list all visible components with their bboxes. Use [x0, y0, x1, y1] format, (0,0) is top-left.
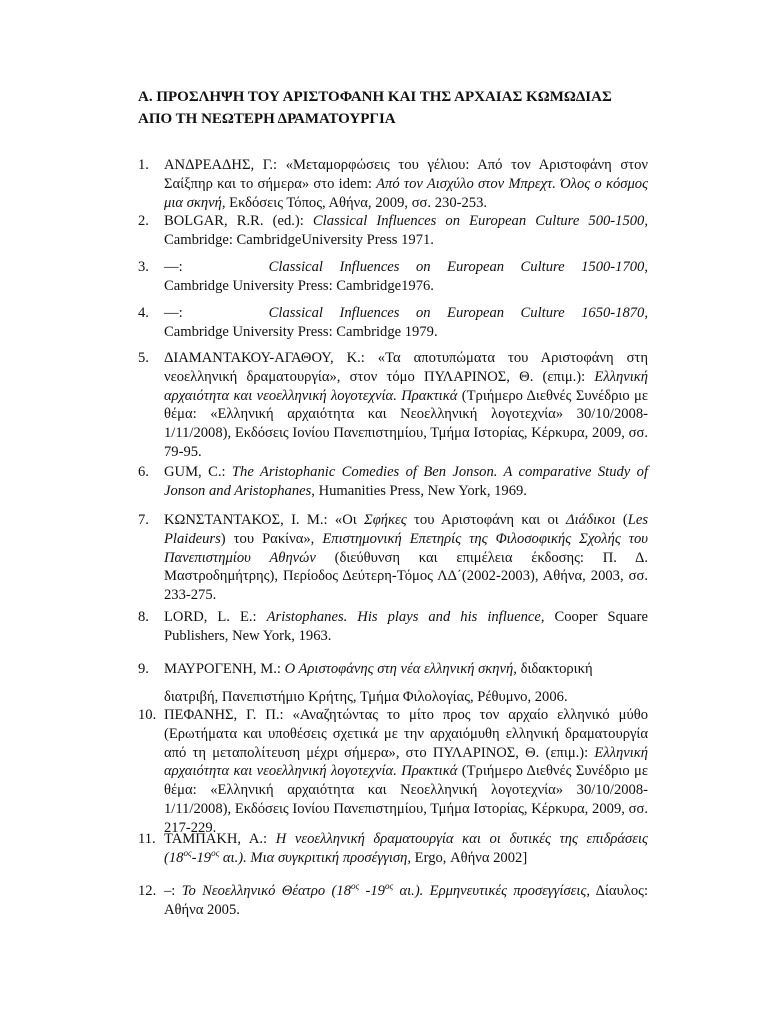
entry-number: 3. — [138, 259, 149, 275]
entry-segment: ) του Ρακίνα», — [220, 530, 323, 547]
entry-text — [164, 830, 648, 868]
entry-italic-segment: Ο Αριστοφάνης στη νέα ελληνική σκηνή — [284, 661, 514, 677]
entry-text — [164, 304, 648, 342]
entry-segment: —: — [164, 305, 183, 321]
entry-segment: —: — [164, 259, 183, 275]
entry-italic-segment: Classical Influences on European Culture 500-1500, — [312, 213, 648, 229]
entry-italic-segment: -19 — [191, 849, 212, 866]
entry-number: 8. — [138, 609, 149, 625]
entry-text — [164, 608, 648, 646]
entry-italic-segment: Classical Influences on European Culture 1500-1700, — [268, 259, 648, 275]
entry-italic-segment: ος — [183, 847, 192, 858]
entry-text — [164, 511, 648, 605]
entry-segment: Ergo, Αθήνα 2002] — [411, 849, 528, 866]
section-heading-line-1: Α. ΠΡΟΣΛΗΨΗ ΤΟΥ ΑΡΙΣΤΟΦΑΝΗ ΚΑΙ ΤΗΣ ΑΡΧΑΙΑΣ ΚΩΜΩΔΙΑΣ — [138, 89, 612, 105]
bibliography-entry — [138, 706, 648, 838]
entry-number: 6. — [138, 464, 149, 480]
entry-italic-segment: Διάδικοι — [566, 512, 616, 528]
entry-text — [164, 660, 648, 679]
entry-italic-segment: ος — [384, 881, 394, 891]
entry-italic-segment: Σφήκες — [364, 512, 407, 528]
entry-italic-segment: Aristophanes. His plays and his influence — [266, 609, 541, 625]
entry-continuation: διατριβή, Πανεπιστήμιο Κρήτης, Τμήμα Φιλολογίας, Ρέθυμνο, 2006. — [164, 688, 568, 705]
entry-italic-segment: αι.). Ερμηνευτικές προσεγγίσεις — [393, 883, 587, 899]
bibliography-entry — [138, 463, 648, 501]
bibliography-entry — [138, 349, 648, 462]
bibliography-entry — [138, 608, 648, 646]
entry-number: 9. — [138, 661, 149, 677]
entry-italic-segment: Classical Influences on European Culture 1650-1870, — [268, 305, 648, 321]
entry-number: 10. — [138, 707, 157, 723]
bibliography-entry — [138, 660, 648, 707]
entry-segment: LORD, L. E.: — [164, 609, 267, 625]
entry-text — [164, 706, 648, 838]
entry-segment: BOLGAR, R.R. (ed.): — [164, 213, 313, 229]
entry-segment: Cambridge University Press: Cambridge1976. — [164, 277, 434, 294]
entry-segment: ΑΝΔΡΕΑΔΗΣ, Γ.: «Μεταμορφώσεις του γέλιου: Από τον Αριστοφάνη στον Σαίξπηρ και το σήμερα» στο idem: — [164, 157, 648, 192]
entry-segment: ΔΙΑΜΑΝΤΑΚΟΥ-ΑΓΑΘΟΥ, Κ.: «Τα αποτυπώματα του Αριστοφάνη στη νεοελληνική δραματουργία», στον τόμο ΠΥΛΑΡΙΝΟΣ, Θ. (επιμ.): — [164, 350, 648, 385]
entry-italic-segment: Η νεοελληνική δραματουργία και οι δυτικές της επιδράσεις (18 — [164, 831, 648, 866]
entry-italic-segment: -19 — [359, 883, 385, 899]
bibliography-entry — [138, 212, 648, 250]
entry-segment: ΚΩΝΣΤΑΝΤΑΚΟΣ, Ι. Μ.: «Οι — [164, 512, 365, 528]
entry-segment: ( — [615, 512, 628, 528]
entry-segment: (Τριήμερο Διεθνές Συνέδριο με θέμα: «Ελληνική αρχαιότητα και Νεοελληνική λογοτεχνία» 30/10/2008-1/11/2008), Εκδόσεις Ιονίου Πανεπιστημίου, Τμήμα Ιστορίας, Κέρκυρα, 2009, σσ. 217-229. — [164, 763, 648, 836]
entry-text — [164, 463, 648, 501]
entry-segment: , Cooper Square Publishers, New York, 1963. — [164, 609, 648, 644]
entry-italic-segment: Les Plaideurs — [164, 512, 649, 547]
entry-segment: , Humanities Press, New York, 1969. — [311, 482, 527, 499]
entry-segment: (Τριήμερο Διεθνές Συνέδριο με θέμα: «Ελληνική αρχαιότητα και Νεοελληνική λογοτεχνία» 30/10/2008-1/11/2008), Εκδόσεις Ιονίου Πανεπιστημίου, Τμήμα Ιστορίας, Κέρκυρα, 2009, σσ. 79-95. — [164, 387, 648, 460]
entry-number: 2. — [138, 213, 149, 229]
entry-segment: GUM, C.: — [164, 464, 232, 480]
entry-number: 1. — [138, 157, 149, 173]
entry-segment: ΤΑΜΠΑΚΗ, Α.: — [164, 831, 276, 847]
bibliography-entry — [138, 156, 648, 212]
entry-segment: Cambridge University Press: Cambridge 1979. — [164, 323, 438, 340]
entry-italic-segment: Ελληνική αρχαιότητα και νεοελληνική λογοτεχνία. Πρακτικά — [164, 744, 648, 780]
entry-italic-segment: αι.). Μια συγκριτική προσέγγιση, — [219, 849, 412, 866]
entry-segment: ΠΕΦΑΝΗΣ, Γ. Π.: «Αναζητώντας το μίτο προς τον αρχαίο ελληνικό μύθο (Ερωτήματα και υποθέσεις σχετικά με την αρχαιόμυθη ελληνική δραματουργία από τη μεταπολίτευση μέχρι σήμερα», στο ΠΥΛΑΡΙΝΟΣ, Θ. (επιμ.): — [164, 707, 648, 761]
entry-italic-segment: Από τον Αισχύλο στον Μπρεχτ. Όλος ο κόσμος μια σκηνή — [164, 175, 648, 211]
entry-segment: του Αριστοφάνη και οι — [406, 512, 567, 528]
entry-italic-segment: Το Νεοελληνικό Θέατρο (18 — [181, 883, 351, 899]
entry-italic-segment: ος — [351, 881, 360, 891]
entry-number: 4. — [138, 305, 149, 321]
entry-segment: , διδακτορική — [513, 661, 593, 677]
entry-text — [164, 258, 648, 296]
bibliography-entry — [138, 304, 648, 342]
entry-italic-segment: ος — [211, 847, 220, 858]
bibliography-entry — [138, 258, 648, 296]
entry-text — [164, 349, 648, 462]
entry-number: 5. — [138, 350, 149, 366]
bibliography-entry — [138, 882, 648, 920]
entry-italic-segment: Επιστημονική Επετηρίς της Φιλοσοφικής Σχολής του Πανεπιστημίου Αθηνών — [164, 530, 648, 566]
bibliography-entry — [138, 830, 648, 868]
section-heading-line-2: ΑΠΟ ΤΗ ΝΕΩΤΕΡΗ ΔΡΑΜΑΤΟΥΡΓΙΑ — [138, 111, 396, 127]
entry-segment: , Δίαυλος: Αθήνα 2005. — [164, 883, 648, 918]
entry-segment: (διεύθυνση και επιμέλεια έκδοσης: Π. Δ. Μαστροδημήτρης), Περίοδος Δεύτερη-Τόμος ΛΔ΄(2002-2003), Αθήνα, 2003, σσ. 233-275. — [164, 549, 648, 604]
entry-segment: –: — [164, 883, 182, 899]
entry-segment: ΜΑΥΡΟΓΕΝΗ, Μ.: — [164, 661, 285, 677]
entry-segment: , Εκδόσεις Τόπος, Αθήνα, 2009, σσ. 230-253. — [221, 194, 488, 211]
entry-segment: Cambridge: CambridgeUniversity Press 1971. — [164, 231, 434, 248]
entry-text — [164, 156, 648, 212]
entry-italic-segment: Ελληνική αρχαιότητα και νεοελληνική λογοτεχνία. Πρακτικά — [164, 368, 648, 404]
entry-number: 7. — [138, 512, 149, 528]
section-heading — [138, 86, 658, 130]
entry-italic-segment: The Aristophanic Comedies of Ben Jonson. A comparative Study of Jonson and Aristophanes — [164, 464, 649, 499]
entry-number: 11. — [138, 831, 156, 847]
entry-number: 12. — [138, 883, 157, 899]
bibliography-entry — [138, 511, 648, 605]
entry-text — [164, 212, 648, 250]
entry-text — [164, 882, 648, 920]
